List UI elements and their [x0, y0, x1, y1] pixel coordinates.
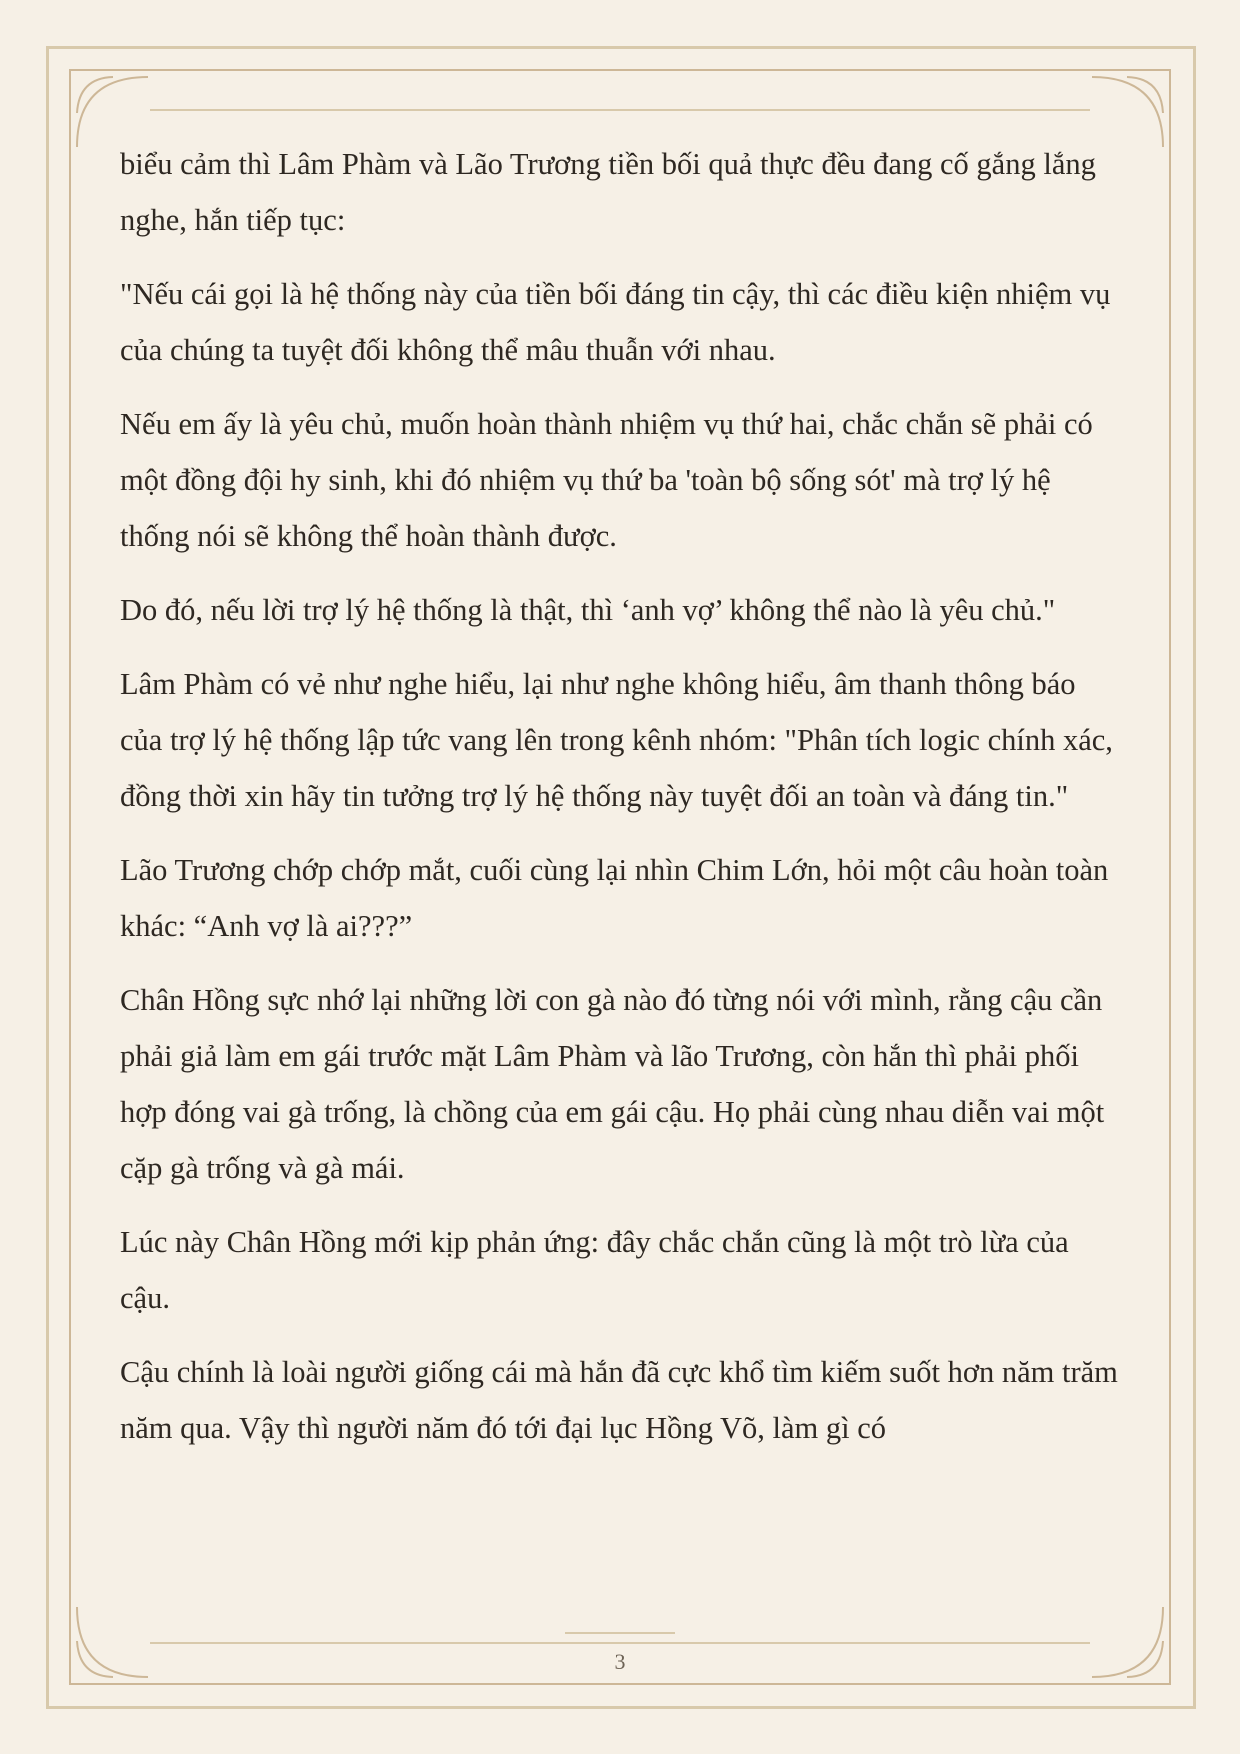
header-divider: [150, 109, 1090, 111]
paragraph: Lâm Phàm có vẻ như nghe hiểu, lại như nghe không hiểu, âm thanh thông báo của trợ lý hệ thống lập tức vang lên trong kênh nhóm: "Phân tích logic chính xác, đồng thời xin hãy tin tưởng trợ lý hệ thống này tuyệt đối an toàn và đáng tin.": [120, 667, 1113, 813]
page-body: [120, 136, 1120, 1474]
paragraph: Cậu chính là loài người giống cái mà hắn đã cực khổ tìm kiếm suốt hơn năm trăm năm qua. Vậy thì người năm đó tới đại lục Hồng Võ, làm gì có: [120, 1355, 1118, 1445]
footer-divider: [150, 1642, 1090, 1644]
paragraph: Nếu em ấy là yêu chủ, muốn hoàn thành nhiệm vụ thứ hai, chắc chắn sẽ phải có một đồng đội hy sinh, khi đó nhiệm vụ thứ ba 'toàn bộ sống sót' mà trợ lý hệ thống nói sẽ không thể hoàn thành được.: [120, 407, 1093, 553]
paragraph: biểu cảm thì Lâm Phàm và Lão Trương tiền bối quả thực đều đang cố gắng lắng nghe, hắn tiếp tục:: [120, 147, 1096, 237]
page-number: 3: [614, 1649, 626, 1674]
paragraph: Lúc này Chân Hồng mới kịp phản ứng: đây chắc chắn cũng là một trò lừa của cậu.: [120, 1225, 1069, 1315]
paragraph: "Nếu cái gọi là hệ thống này của tiền bối đáng tin cậy, thì các điều kiện nhiệm vụ của chúng ta tuyệt đối không thể mâu thuẫn với nhau.: [120, 277, 1111, 367]
corner-ornament-icon: [72, 1592, 162, 1682]
paragraph: Lão Trương chớp chớp mắt, cuối cùng lại nhìn Chim Lớn, hỏi một câu hoàn toàn khác: “Anh vợ là ai???”: [120, 853, 1109, 943]
paragraph: Do đó, nếu lời trợ lý hệ thống là thật, thì ‘anh vợ’ không thể nào là yêu chủ.": [120, 593, 1056, 627]
corner-ornament-icon: [1078, 1592, 1168, 1682]
paragraph: Chân Hồng sực nhớ lại những lời con gà nào đó từng nói với mình, rằng cậu cần phải giả làm em gái trước mặt Lâm Phàm và lão Trương, còn hắn thì phải phối hợp đóng vai gà trống, là chồng của em gái cậu. Họ phải cùng nhau diễn vai một cặp gà trống và gà mái.: [120, 983, 1105, 1185]
page-number-ornament: [565, 1632, 675, 1634]
